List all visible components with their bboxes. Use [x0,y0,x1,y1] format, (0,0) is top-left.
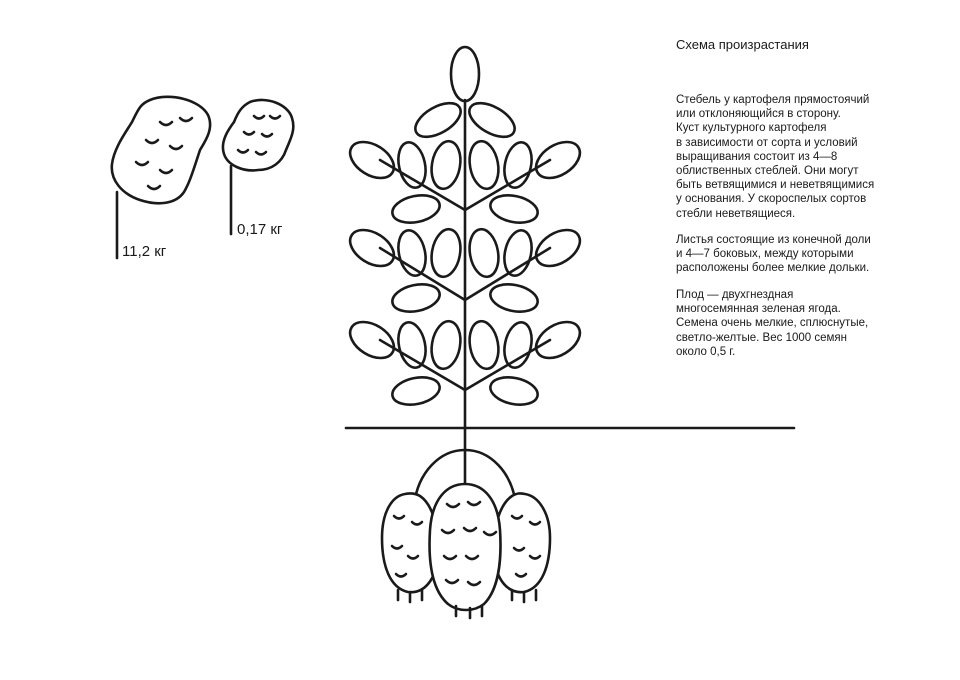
leaf-right-2-tip [530,223,587,274]
leaf-left-3-b [390,373,442,408]
large-potato-weight: 11,2 кг [122,243,167,260]
leaf-left-3-a [395,320,430,370]
leaf-right-2-b [488,280,540,315]
leaf-left-2-a [395,228,430,278]
diagram-title: Схема произрастания [676,37,809,52]
leaf-left-1-tip [344,135,401,186]
leaf-right-1-c [466,139,502,191]
fruit-description: Плод — двухгнездная многосемянная зеленая ягода. Семена очень мелкие, сплюснутые, светло-желтые. Вес 1000 семян около 0,5 г. [676,289,869,358]
small-potato-icon [223,100,293,170]
leaf-left-1-c [428,139,464,191]
leaf-right-3-b [488,373,540,408]
leaf-right-2-c [466,227,502,279]
leaf-right-1-tip [530,135,587,186]
leaf-top-right [464,96,520,144]
leaf-left-1-a [395,140,430,190]
small-potato-weight: 0,17 кг [237,221,283,238]
leaf-left-2-tip [344,223,401,274]
leaf-description: Листья состоящие из конечной доли и 4—7 боковых, между которыми расположены более мелкие дольки. [676,234,871,275]
stem-description: Стебель у картофеля прямостоячий или отклоняющийся в сторону. Куст культурного картофеля в зависимости от сорта и условий выращивания состоит из 4—8 облиственных стеблей. Они могут быть ветвящимися и неветвящимися у основания. У скороспелых сортов стебли неветвящиеся. [676,94,875,220]
leaf-left-3-c [428,319,464,371]
leaf-left-1-b [390,191,442,226]
tuber-right [494,493,550,602]
leaf-right-1-a [501,140,536,190]
leaf-right-3-a [501,320,536,370]
leaf-right-3-c [466,319,502,371]
leaf-top-left [410,96,466,144]
tuber-center [430,484,501,618]
leaf-right-2-a [501,228,536,278]
leaf-terminal [451,47,479,101]
leaf-right-1-b [488,191,540,226]
large-potato-icon [112,97,210,203]
leaf-left-2-c [428,227,464,279]
leaf-right-3-tip [530,315,587,366]
leaf-left-2-b [390,280,442,315]
leaf-left-3-tip [344,315,401,366]
